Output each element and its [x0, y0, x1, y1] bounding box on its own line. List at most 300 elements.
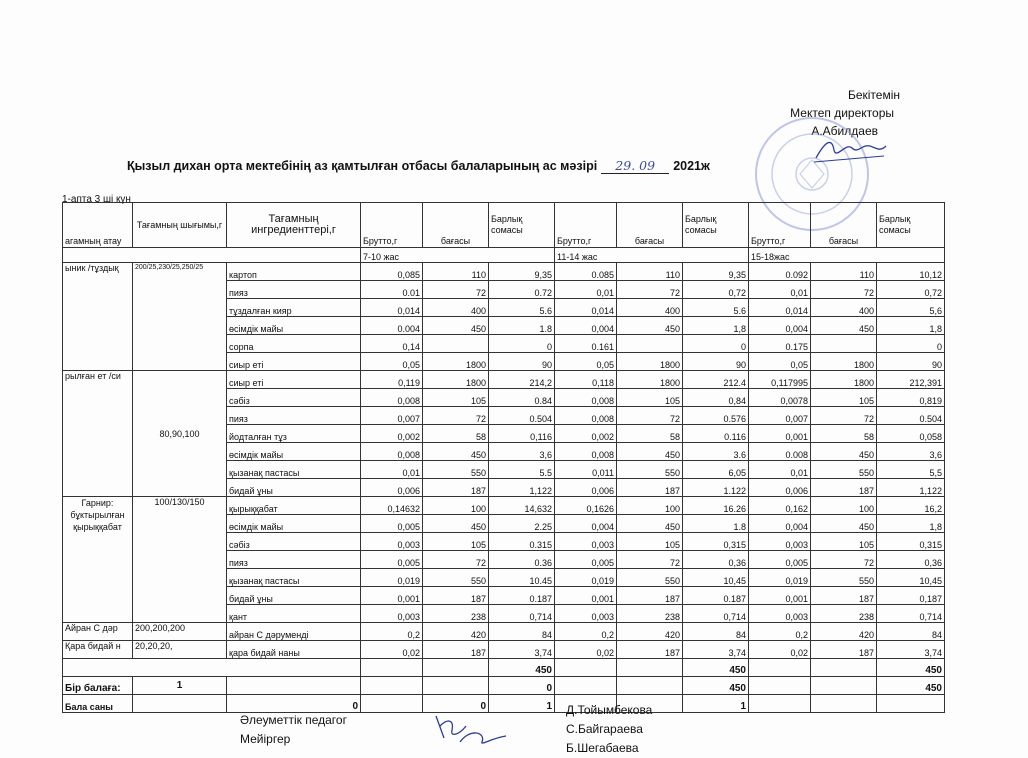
value-cell: 0,007: [361, 407, 423, 425]
value-cell: 10,12: [877, 263, 945, 281]
per-child-row: [63, 677, 945, 695]
header-total: Барлық сомасы: [877, 203, 945, 248]
value-cell: 450: [423, 515, 489, 533]
signatory-2: С.Байгараева: [566, 722, 643, 736]
value-cell: 0,84: [683, 389, 749, 407]
value-cell: 187: [423, 479, 489, 497]
value-cell: 0,01: [749, 461, 811, 479]
signatory-3: Б.Шегабаева: [566, 741, 639, 755]
value-cell: 0,003: [555, 533, 617, 551]
ingredient-cell: йодталған тұз: [227, 425, 361, 443]
value-cell: 214,2: [489, 371, 555, 389]
ingredient-cell: қара бидай наны: [227, 641, 361, 659]
value-cell: 1,8: [683, 317, 749, 335]
value-cell: 1.8: [683, 515, 749, 533]
value-cell: 0,72: [877, 281, 945, 299]
value-cell: 0.315: [489, 533, 555, 551]
value-cell: 0.008: [749, 443, 811, 461]
value-cell: 1.8: [489, 317, 555, 335]
value-cell: 550: [811, 461, 877, 479]
nurse-label: Мейіргер: [240, 732, 291, 746]
value-cell: 0.092: [749, 263, 811, 281]
value-cell: 238: [811, 605, 877, 623]
value-cell: 0,05: [555, 353, 617, 371]
week-label: 1-апта 3 ші күн: [62, 194, 131, 205]
header-row: [63, 203, 945, 248]
value-cell: 0,005: [361, 551, 423, 569]
child-count-cell: 0: [423, 695, 489, 713]
value-cell: 10.45: [489, 569, 555, 587]
value-cell: 0,005: [361, 515, 423, 533]
total-cell: [423, 659, 489, 677]
value-cell: 105: [811, 389, 877, 407]
value-cell: 0,006: [555, 479, 617, 497]
value-cell: 187: [617, 641, 683, 659]
value-cell: 0,007: [749, 407, 811, 425]
value-cell: 100: [811, 497, 877, 515]
age-group-row: [63, 248, 945, 263]
value-cell: 72: [811, 407, 877, 425]
value-cell: [811, 335, 877, 353]
value-cell: 10,45: [683, 569, 749, 587]
table-row: [63, 497, 945, 515]
value-cell: 0,003: [555, 605, 617, 623]
per-child-cell: 0: [489, 677, 555, 695]
value-cell: 1,122: [489, 479, 555, 497]
value-cell: 0,001: [361, 587, 423, 605]
header-price: бағасы: [811, 203, 877, 248]
ingredient-cell: өсімдік майы: [227, 515, 361, 533]
value-cell: 450: [811, 443, 877, 461]
value-cell: 0.187: [683, 587, 749, 605]
child-count-cell: [749, 695, 811, 713]
value-cell: 400: [423, 299, 489, 317]
value-cell: 0.116: [683, 425, 749, 443]
value-cell: 0: [489, 335, 555, 353]
dish-name-cell: рылған ет /си: [63, 371, 133, 497]
value-cell: 72: [617, 407, 683, 425]
child-count-cell: 1: [489, 695, 555, 713]
value-cell: 5.6: [683, 299, 749, 317]
value-cell: 0,006: [361, 479, 423, 497]
table-row: [63, 623, 945, 641]
value-cell: 3.6: [683, 443, 749, 461]
value-cell: 400: [811, 299, 877, 317]
value-cell: 0,05: [749, 353, 811, 371]
value-cell: 0,2: [361, 623, 423, 641]
value-cell: 187: [617, 587, 683, 605]
value-cell: 0,004: [749, 515, 811, 533]
value-cell: 238: [617, 605, 683, 623]
value-cell: 0,315: [683, 533, 749, 551]
value-cell: 0,2: [749, 623, 811, 641]
value-cell: 84: [683, 623, 749, 641]
value-cell: 1800: [423, 371, 489, 389]
child-count-end: [877, 695, 945, 713]
ingredient-cell: бидай ұны: [227, 479, 361, 497]
value-cell: 0,005: [749, 551, 811, 569]
value-cell: 105: [423, 533, 489, 551]
value-cell: 1.122: [683, 479, 749, 497]
value-cell: 90: [489, 353, 555, 371]
value-cell: 0.004: [361, 317, 423, 335]
header-total: Барлық сомасы: [489, 203, 555, 248]
value-cell: 0,116: [489, 425, 555, 443]
ingredient-cell: қызанақ пастасы: [227, 461, 361, 479]
table-row: [63, 641, 945, 659]
value-cell: 0,36: [683, 551, 749, 569]
value-cell: 0,117995: [749, 371, 811, 389]
value-cell: 0,014: [361, 299, 423, 317]
value-cell: 550: [423, 461, 489, 479]
value-cell: 0,004: [555, 515, 617, 533]
ingredient-cell: қант: [227, 605, 361, 623]
value-cell: 1800: [617, 353, 683, 371]
value-cell: 420: [423, 623, 489, 641]
per-child-cell: [811, 677, 877, 695]
child-count-cell: [361, 695, 423, 713]
ingredient-cell: сиыр еті: [227, 353, 361, 371]
ingredient-cell: өсімдік майы: [227, 443, 361, 461]
value-cell: 0.504: [877, 407, 945, 425]
menu-year: 2021ж: [673, 159, 710, 173]
age-group-label: 7-10 жас: [361, 248, 555, 263]
value-cell: 0,003: [749, 533, 811, 551]
value-cell: 0,011: [555, 461, 617, 479]
ingredient-cell: тұздалған кияр: [227, 299, 361, 317]
value-cell: 16,2: [877, 497, 945, 515]
value-cell: 0,162: [749, 497, 811, 515]
total-cell: [749, 659, 811, 677]
value-cell: 0,004: [555, 317, 617, 335]
approval-line2: Мектеп директоры: [790, 106, 894, 120]
value-cell: 0.01: [361, 281, 423, 299]
header-brutto: Брутто,г: [555, 203, 617, 248]
value-cell: 450: [617, 317, 683, 335]
value-cell: 0,02: [555, 641, 617, 659]
per-child-cell: [749, 677, 811, 695]
value-cell: 0,003: [749, 605, 811, 623]
director-signature: [812, 136, 888, 164]
value-cell: 0,02: [749, 641, 811, 659]
value-cell: 0,72: [683, 281, 749, 299]
value-cell: 187: [811, 479, 877, 497]
value-cell: 0,008: [361, 443, 423, 461]
value-cell: 0,118: [555, 371, 617, 389]
child-count-label: Бала саны: [63, 695, 133, 713]
value-cell: 0,02: [361, 641, 423, 659]
value-cell: 0.36: [489, 551, 555, 569]
value-cell: 3,6: [877, 443, 945, 461]
header-price: бағасы: [423, 203, 489, 248]
value-cell: 72: [811, 281, 877, 299]
value-cell: 450: [811, 515, 877, 533]
value-cell: 420: [811, 623, 877, 641]
value-cell: 5,6: [877, 299, 945, 317]
value-cell: 0,019: [749, 569, 811, 587]
value-cell: 1,122: [877, 479, 945, 497]
value-cell: 100: [423, 497, 489, 515]
value-cell: 10,45: [877, 569, 945, 587]
value-cell: 212.4: [683, 371, 749, 389]
value-cell: 450: [811, 317, 877, 335]
value-cell: 550: [617, 461, 683, 479]
signature-roles: [240, 711, 347, 749]
ingredient-cell: пияз: [227, 407, 361, 425]
value-cell: 1800: [811, 353, 877, 371]
child-count-cell: [811, 695, 877, 713]
value-cell: 0,019: [555, 569, 617, 587]
value-cell: 0,008: [555, 443, 617, 461]
menu-date: 29. 09: [601, 158, 669, 174]
value-cell: 84: [489, 623, 555, 641]
value-cell: 0,01: [361, 461, 423, 479]
value-cell: 0,019: [361, 569, 423, 587]
value-cell: 0,714: [489, 605, 555, 623]
ingredient-cell: өсімдік майы: [227, 317, 361, 335]
header-ingredients: Тағамның ингредиенттері,г: [227, 203, 361, 248]
value-cell: 5,5: [877, 461, 945, 479]
value-cell: 90: [683, 353, 749, 371]
per-child-cell: [361, 677, 423, 695]
per-child-spacer: [227, 677, 361, 695]
staff-signature: [430, 708, 510, 748]
menu-title-text: Қызыл дихан орта мектебінің аз қамтылған отбасы балаларының ас мәзірі: [127, 159, 598, 173]
value-cell: 0,006: [749, 479, 811, 497]
value-cell: 110: [811, 263, 877, 281]
value-cell: 0,119: [361, 371, 423, 389]
dish-yield-cell: 80,90,100: [133, 371, 227, 497]
value-cell: 550: [617, 569, 683, 587]
per-child-cell: [423, 677, 489, 695]
dish-yield-cell: 100/130/150: [133, 497, 227, 623]
value-cell: 58: [617, 425, 683, 443]
dish-yield-cell: 20,20,20,: [133, 641, 227, 659]
dish-name-cell: ыник /тұздық: [63, 263, 133, 371]
ingredient-cell: сәбіз: [227, 389, 361, 407]
value-cell: 0,001: [749, 425, 811, 443]
value-cell: 0,001: [749, 587, 811, 605]
ingredient-cell: сәбіз: [227, 533, 361, 551]
value-cell: 450: [617, 515, 683, 533]
value-cell: 1800: [617, 371, 683, 389]
header-dish-name: агамның атау: [63, 203, 133, 248]
dish-yield-cell: 200,200,200: [133, 623, 227, 641]
value-cell: 90: [877, 353, 945, 371]
dish-name-cell: Қара бидай н: [63, 641, 133, 659]
child-count-cell: 0: [227, 695, 361, 713]
signature-names: [566, 701, 652, 758]
dish-name-cell: Гарнир: бұктырылған қырыққабат: [63, 497, 133, 623]
totals-row: [63, 659, 945, 677]
value-cell: 105: [617, 389, 683, 407]
header-brutto: Брутто,г: [361, 203, 423, 248]
value-cell: 400: [617, 299, 683, 317]
per-child-cell: 450: [877, 677, 945, 695]
value-cell: 0,008: [555, 389, 617, 407]
value-cell: 0,187: [877, 587, 945, 605]
value-cell: 0,714: [877, 605, 945, 623]
value-cell: 0,014: [555, 299, 617, 317]
value-cell: 0,003: [361, 605, 423, 623]
value-cell: 3,74: [683, 641, 749, 659]
value-cell: 3,74: [877, 641, 945, 659]
value-cell: 0,008: [555, 407, 617, 425]
per-child-value: 1: [133, 677, 227, 695]
ingredient-cell: сиыр еті: [227, 371, 361, 389]
value-cell: 0,014: [749, 299, 811, 317]
value-cell: 0: [877, 335, 945, 353]
value-cell: 1800: [811, 371, 877, 389]
value-cell: 105: [811, 533, 877, 551]
value-cell: 238: [423, 605, 489, 623]
ingredient-cell: картоп: [227, 263, 361, 281]
ingredient-cell: қырыққабат: [227, 497, 361, 515]
total-cell: [617, 659, 683, 677]
value-cell: 0,005: [555, 551, 617, 569]
value-cell: 1,8: [877, 515, 945, 533]
header-price: бағасы: [617, 203, 683, 248]
value-cell: 0.84: [489, 389, 555, 407]
value-cell: 1,8: [877, 317, 945, 335]
value-cell: 3,6: [489, 443, 555, 461]
table-row: [63, 263, 945, 281]
value-cell: 72: [811, 551, 877, 569]
value-cell: 9,35: [489, 263, 555, 281]
value-cell: 0,002: [361, 425, 423, 443]
value-cell: 0.085: [555, 263, 617, 281]
value-cell: 0,058: [877, 425, 945, 443]
value-cell: 58: [423, 425, 489, 443]
value-cell: 84: [877, 623, 945, 641]
value-cell: 0,315: [877, 533, 945, 551]
approval-line3: А.Абилдаев: [811, 124, 878, 138]
ingredient-cell: пияз: [227, 281, 361, 299]
value-cell: 14,632: [489, 497, 555, 515]
value-cell: 0,714: [683, 605, 749, 623]
menu-title: [127, 158, 710, 174]
header-brutto: Брутто,г: [749, 203, 811, 248]
total-cell: 450: [877, 659, 945, 677]
header-total: Барлық сомасы: [683, 203, 749, 248]
value-cell: 187: [617, 479, 683, 497]
value-cell: 58: [811, 425, 877, 443]
total-cell: 450: [683, 659, 749, 677]
value-cell: 0: [683, 335, 749, 353]
age-group-label: 15-18жас: [749, 248, 945, 263]
value-cell: 0.72: [489, 281, 555, 299]
ingredient-cell: айран С дәруменді: [227, 623, 361, 641]
value-cell: 72: [423, 407, 489, 425]
value-cell: 0,003: [361, 533, 423, 551]
value-cell: 72: [423, 281, 489, 299]
value-cell: 0.576: [683, 407, 749, 425]
value-cell: 5.6: [489, 299, 555, 317]
value-cell: 187: [811, 641, 877, 659]
per-child-label: Бір балаға:: [63, 677, 133, 695]
age-row-spacer: [63, 248, 361, 263]
value-cell: 105: [617, 533, 683, 551]
value-cell: 0,002: [555, 425, 617, 443]
value-cell: 16.26: [683, 497, 749, 515]
per-child-cell: 450: [683, 677, 749, 695]
signatory-1: Д.Тойымбекова: [566, 703, 653, 717]
total-cell: [555, 659, 617, 677]
value-cell: 72: [617, 281, 683, 299]
totals-spacer: [63, 659, 361, 677]
value-cell: 0,085: [361, 263, 423, 281]
dish-name-cell: Айран С дәр: [63, 623, 133, 641]
value-cell: 0,004: [749, 317, 811, 335]
per-child-cell: [617, 677, 683, 695]
ingredient-cell: бидай ұны: [227, 587, 361, 605]
value-cell: 110: [423, 263, 489, 281]
value-cell: [423, 335, 489, 353]
value-cell: 0,36: [877, 551, 945, 569]
value-cell: 0,01: [555, 281, 617, 299]
header-dish-yield: Тағамның шығымы,г: [133, 203, 227, 248]
value-cell: 550: [423, 569, 489, 587]
value-cell: 550: [811, 569, 877, 587]
value-cell: 420: [617, 623, 683, 641]
ingredient-cell: пияз: [227, 551, 361, 569]
value-cell: 105: [423, 389, 489, 407]
value-cell: 0,1626: [555, 497, 617, 515]
total-cell: [811, 659, 877, 677]
value-cell: 450: [617, 443, 683, 461]
menu-table: [62, 202, 945, 713]
value-cell: 0,001: [555, 587, 617, 605]
value-cell: 212,391: [877, 371, 945, 389]
value-cell: 72: [617, 551, 683, 569]
value-cell: 450: [423, 317, 489, 335]
value-cell: 0,14: [361, 335, 423, 353]
value-cell: 187: [423, 641, 489, 659]
value-cell: 72: [423, 551, 489, 569]
value-cell: 0,008: [361, 389, 423, 407]
value-cell: 0,05: [361, 353, 423, 371]
value-cell: 0,01: [749, 281, 811, 299]
value-cell: 0,0078: [749, 389, 811, 407]
social-pedagogue-label: Әлеуметтік педагог: [240, 713, 347, 727]
value-cell: 0,2: [555, 623, 617, 641]
ingredient-cell: қызанақ пастасы: [227, 569, 361, 587]
child-count-spacer: [133, 695, 227, 713]
value-cell: 0,14632: [361, 497, 423, 515]
value-cell: 0.187: [489, 587, 555, 605]
value-cell: 9,35: [683, 263, 749, 281]
table-row: [63, 371, 945, 389]
value-cell: 0,819: [877, 389, 945, 407]
age-group-label: 11-14 жас: [555, 248, 749, 263]
child-count-cell: 1: [683, 695, 749, 713]
value-cell: 2.25: [489, 515, 555, 533]
value-cell: 1800: [423, 353, 489, 371]
per-child-cell: [555, 677, 617, 695]
dish-yield-cell: 200/25,230/25,250/25: [133, 263, 227, 371]
value-cell: 0.504: [489, 407, 555, 425]
value-cell: 450: [423, 443, 489, 461]
approval-line1: Бекітемін: [847, 88, 900, 102]
value-cell: 187: [811, 587, 877, 605]
value-cell: 110: [617, 263, 683, 281]
value-cell: 0.175: [749, 335, 811, 353]
value-cell: 187: [423, 587, 489, 605]
value-cell: 5.5: [489, 461, 555, 479]
ingredient-cell: сорпа: [227, 335, 361, 353]
total-cell: 450: [489, 659, 555, 677]
total-cell: [361, 659, 423, 677]
